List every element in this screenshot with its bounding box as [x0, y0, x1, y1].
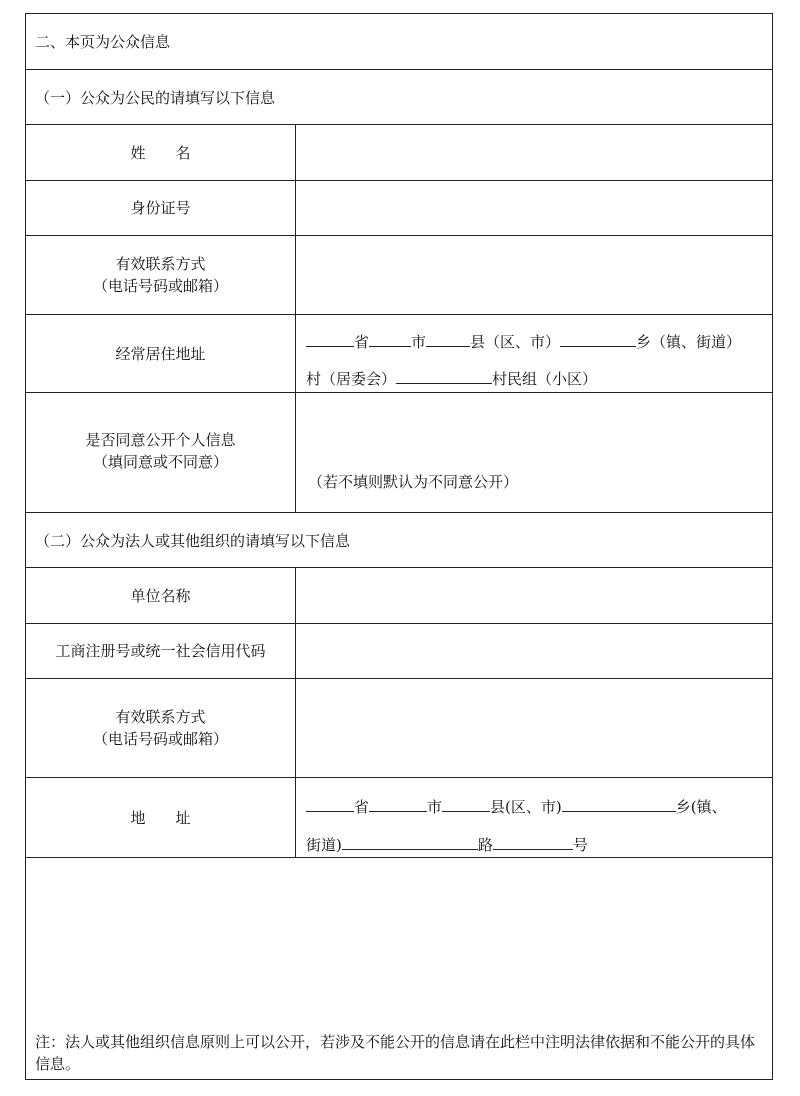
- org-address-field[interactable]: [296, 778, 772, 857]
- note-text: 注：法人或其他组织信息原则上可以公开，若涉及不能公开的信息请在此栏中注明法律依据和不能公开的具体信息。: [35, 1033, 756, 1073]
- org-reg-row: [26, 624, 772, 679]
- org-address-label-text: 地 址: [130, 808, 191, 827]
- citizen-name-label-text: 姓 名: [130, 143, 191, 162]
- citizen-contact-field[interactable]: [296, 236, 772, 314]
- citizen-id-label-text: 身份证号: [130, 199, 191, 217]
- citizen-address-label: [26, 315, 296, 392]
- citizen-heading: （一）公众为公民的请填写以下信息: [35, 88, 276, 107]
- org-reg-field[interactable]: [296, 624, 772, 678]
- org-heading-row: [26, 513, 772, 568]
- org-contact-field[interactable]: [296, 679, 772, 777]
- citizen-contact-label-line2: （电话号码或邮箱）: [92, 277, 228, 295]
- citizen-consent-row: [26, 393, 772, 513]
- addr-cun: 村（居委会）: [306, 370, 397, 388]
- org-unit-field[interactable]: [296, 568, 772, 623]
- org-contact-row: [26, 679, 772, 778]
- public-info-form: [25, 13, 773, 1080]
- org-addr-sheng: 省: [354, 798, 370, 816]
- citizen-contact-label-line1: 有效联系方式: [115, 255, 206, 273]
- citizen-id-label: [26, 181, 296, 235]
- org-addr-shi: 市: [427, 798, 443, 816]
- citizen-heading-row: [26, 70, 772, 125]
- org-contact-label: [26, 679, 296, 777]
- citizen-name-label: [26, 125, 296, 180]
- org-unit-label-text: 单位名称: [130, 586, 191, 605]
- citizen-id-field[interactable]: [296, 181, 772, 235]
- org-addr-lu: 路: [477, 836, 493, 854]
- citizen-name-field[interactable]: [296, 125, 772, 180]
- citizen-name-row: [26, 125, 772, 181]
- addr-sheng: 省: [354, 333, 370, 351]
- citizen-address-label-text: 经常居住地址: [115, 344, 206, 363]
- citizen-contact-row: [26, 236, 772, 315]
- citizen-address-field[interactable]: [296, 315, 772, 392]
- section-title-row: [26, 14, 772, 70]
- org-heading: （二）公众为法人或其他组织的请填写以下信息: [35, 531, 351, 550]
- org-reg-label-text: 工商注册号或统一社会信用代码: [55, 642, 266, 660]
- citizen-contact-label: [26, 236, 296, 314]
- org-addr-jiedao: 街道): [306, 836, 342, 854]
- citizen-consent-hint: （若不填则默认为不同意公开）: [308, 473, 519, 491]
- org-address-label: [26, 778, 296, 857]
- citizen-address-row: [26, 315, 772, 393]
- note-area[interactable]: [26, 858, 772, 1079]
- addr-xian: 县（区、市）: [470, 333, 561, 351]
- citizen-consent-label: [26, 393, 296, 512]
- addr-zu: 村民组（小区）: [492, 370, 598, 388]
- section-title: 二、本页为公众信息: [35, 33, 171, 51]
- org-addr-hao: 号: [572, 836, 588, 854]
- citizen-id-row: [26, 181, 772, 236]
- org-addr-xiang: 乡(镇、: [675, 798, 727, 816]
- org-unit-row: [26, 568, 772, 624]
- org-contact-label-line2: （电话号码或邮箱）: [92, 730, 228, 748]
- org-unit-label: [26, 568, 296, 623]
- org-address-row: [26, 778, 772, 858]
- addr-xiang: 乡（镇、街道）: [636, 333, 742, 351]
- citizen-consent-field[interactable]: [296, 393, 772, 512]
- org-addr-xian: 县(区、市): [490, 798, 562, 816]
- citizen-consent-label-line1: 是否同意公开个人信息: [85, 431, 236, 449]
- citizen-consent-label-line2: （填同意或不同意）: [92, 453, 228, 471]
- org-contact-label-line1: 有效联系方式: [115, 708, 206, 726]
- addr-shi: 市: [411, 333, 427, 351]
- org-reg-label: [26, 624, 296, 678]
